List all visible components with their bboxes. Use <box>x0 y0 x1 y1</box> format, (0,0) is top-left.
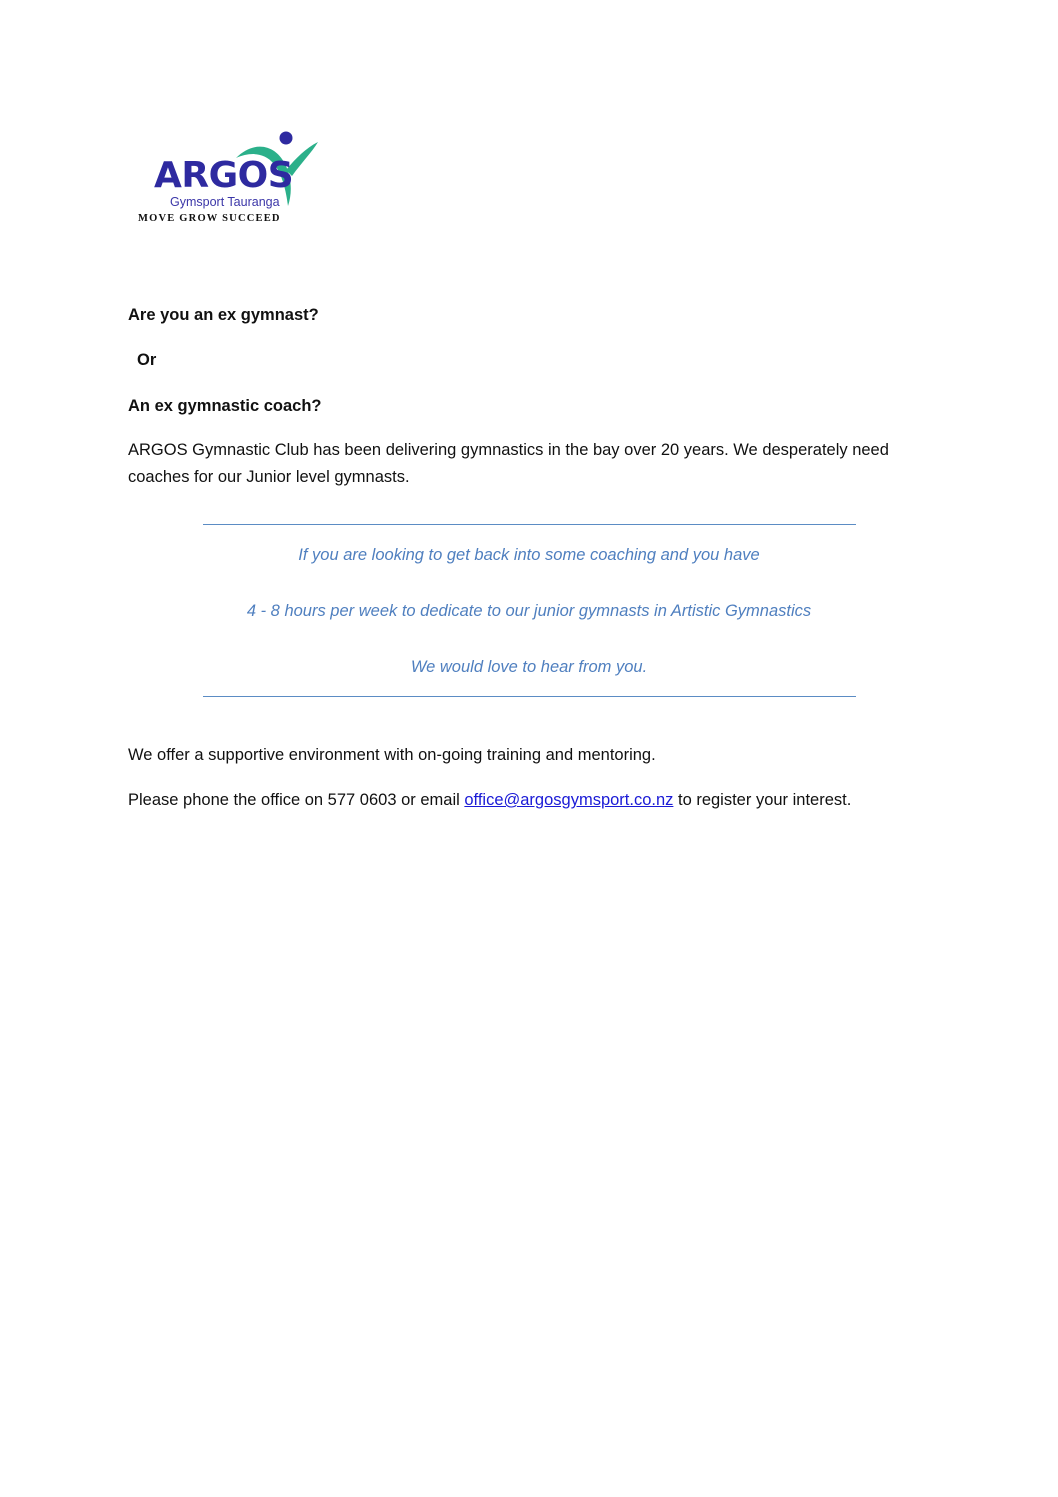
heading-ex-coach: An ex gymnastic coach? <box>128 397 322 415</box>
offer-paragraph: We offer a supportive environment with on-going training and mentoring. <box>128 746 656 764</box>
callout-line-3: We would love to hear from you. <box>410 658 648 676</box>
callout-bottom-rule <box>203 696 856 697</box>
logo-wordmark: ARGOS <box>154 155 294 196</box>
argos-logo <box>136 128 326 232</box>
callout-line-1: If you are looking to get back into some coaching and you have <box>298 546 760 564</box>
callout-top-rule <box>203 524 856 525</box>
logo-tagline: MOVE GROW SUCCEED <box>138 213 281 224</box>
heading-ex-gymnast: Are you an ex gymnast? <box>128 306 319 324</box>
logo-subtitle: Gymsport Tauranga <box>170 195 280 209</box>
intro-paragraph: ARGOS Gymnastic Club has been delivering gymnastics in the bay over 20 years. We desperately need coaches for our Junior level gymnasts. <box>128 441 889 486</box>
heading-or: Or <box>137 351 157 369</box>
email-link[interactable]: office@argosgymsport.co.nz <box>464 791 674 809</box>
contact-text-after: to register your interest. <box>673 791 852 809</box>
contact-paragraph <box>128 787 851 814</box>
contact-text-before: Please phone the office on 577 0603 or email <box>128 791 465 809</box>
callout-line-2: 4 - 8 hours per week to dedicate to our junior gymnasts in Artistic Gymnastics <box>246 602 812 620</box>
